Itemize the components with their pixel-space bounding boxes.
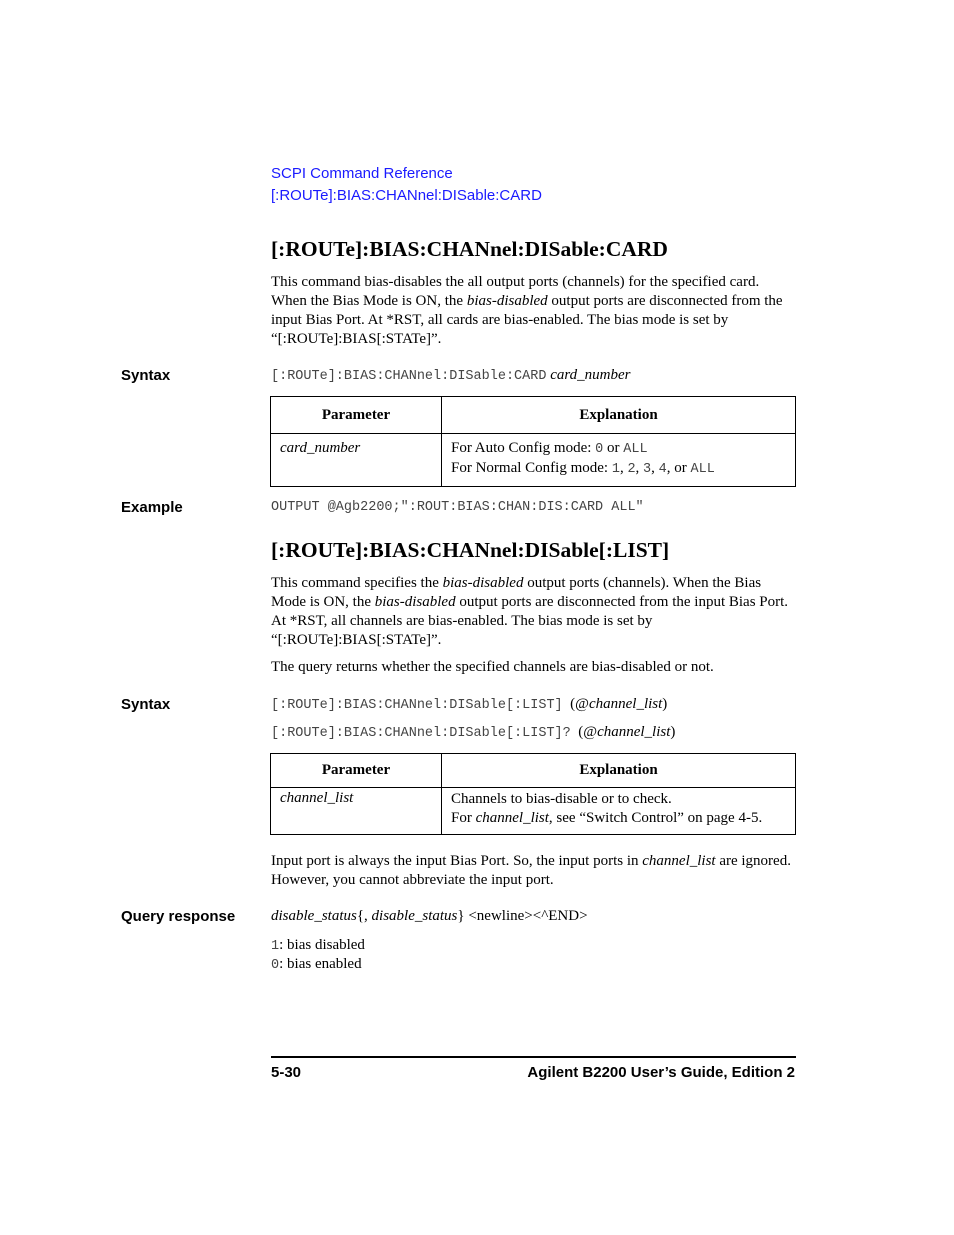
param-card-number: card_number: [271, 434, 442, 487]
explanation-card-number: For Auto Config mode: 0 or ALL For Normal Config mode: 1, 2, 3, 4, or ALL: [442, 434, 796, 487]
example-label: Example: [121, 499, 183, 516]
input-port-note: Input port is always the input Bias Port. So, the input ports in channel_list are ignored. However, you cannot abbreviate the input port.: [271, 853, 791, 888]
example-code: OUTPUT @Agb2200;":ROUT:BIAS:CHAN:DIS:CARD ALL": [271, 500, 644, 515]
footer-title: Agilent B2200 User’s Guide, Edition 2: [527, 1064, 795, 1081]
table-header-explanation: Explanation: [442, 754, 796, 788]
page-number: 5-30: [271, 1064, 302, 1081]
syntax-label-2: Syntax: [121, 696, 171, 713]
table-row: [271, 788, 796, 835]
table-header-parameter: Parameter: [271, 754, 442, 788]
section2-description: This command specifies the bias-disabled output ports (channels). When the Bias Mode is ON, the bias-disabled output ports are disconnected from the input Bias Port. At *RST, all channels are bias-enabled. The bias mode is set by “[:ROUTe]:BIAS[:STATe]”.: [271, 575, 789, 648]
parameter-table-card: [270, 396, 796, 487]
parameter-table-list: [270, 753, 796, 835]
syntax-line-list: [:ROUTe]:BIAS:CHANnel:DISable[:LIST] (@channel_list): [271, 696, 668, 713]
query-response-label: Query response: [121, 908, 236, 925]
response-bias-disabled: 1: bias disabled: [271, 937, 365, 954]
footer-rule: [271, 1056, 796, 1058]
table-header-explanation: Explanation: [442, 397, 796, 434]
response-bias-enabled: 0: bias enabled: [271, 956, 362, 973]
query-response-format: disable_status{, disable_status} <newline><^END>: [271, 908, 588, 924]
syntax-line-list-query: [:ROUTe]:BIAS:CHANnel:DISable[:LIST]? (@channel_list): [271, 724, 676, 741]
syntax-line-card: [:ROUTe]:BIAS:CHANnel:DISable:CARD card_number: [271, 367, 631, 384]
param-channel-list: channel_list: [271, 788, 442, 835]
section-title-card: [:ROUTe]:BIAS:CHANnel:DISable:CARD: [271, 237, 668, 261]
section2-query-note: The query returns whether the specified channels are bias-disabled or not.: [271, 659, 714, 675]
section-title-list: [:ROUTe]:BIAS:CHANnel:DISable[:LIST]: [271, 538, 670, 562]
syntax-label-1: Syntax: [121, 367, 171, 384]
section1-description: This command bias-disables the all output ports (channels) for the specified card. When the Bias Mode is ON, the bias-disabled output ports are disconnected from the input Bias Port. At *RST, all cards are bias-enabled. The bias mode is set by “[:ROUTe]:BIAS[:STATe]”.: [271, 274, 783, 347]
table-row: [271, 434, 796, 487]
breadcrumb-section[interactable]: SCPI Command Reference: [271, 165, 453, 182]
explanation-channel-list: Channels to bias-disable or to check. For channel_list, see “Switch Control” on page 4-5.: [442, 788, 796, 835]
table-header-parameter: Parameter: [271, 397, 442, 434]
breadcrumb-command[interactable]: [:ROUTe]:BIAS:CHANnel:DISable:CARD: [271, 187, 542, 204]
